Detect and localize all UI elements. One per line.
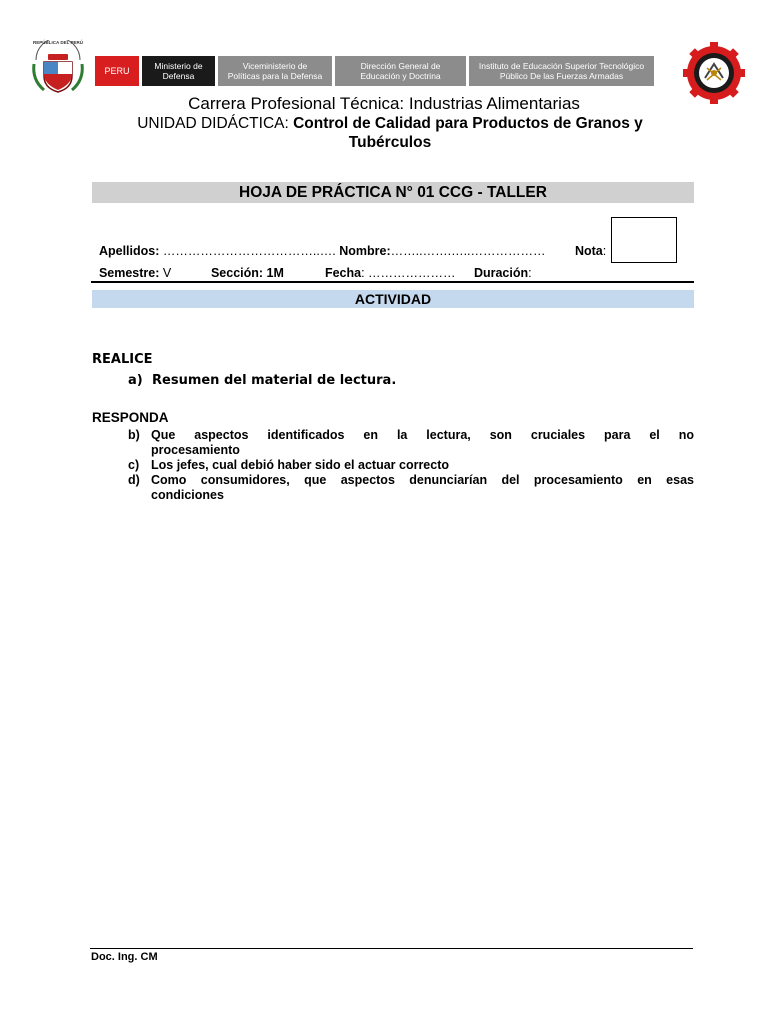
responda-item-d (128, 473, 694, 503)
item-text: Resumen del material de lectura. (152, 373, 397, 388)
peru-badge (95, 56, 139, 86)
nombre-label: Nombre: (339, 244, 391, 258)
unit-title (110, 114, 670, 152)
nota-field (568, 230, 606, 258)
career-title: Carrera Profesional Técnica: Industrias Alimentarias (188, 94, 580, 113)
vice-line-2: Políticas para la Defensa (227, 71, 323, 81)
fields-divider (91, 281, 694, 283)
ministry-line-1: Ministerio de (154, 61, 203, 71)
footer-author: Doc. Ing. CM (91, 951, 158, 963)
seccion-value: 1M (263, 266, 284, 280)
responda-item-b (128, 428, 694, 458)
item-text-line-2: condiciones (151, 488, 224, 502)
nota-box[interactable] (611, 217, 677, 263)
fecha-field (318, 252, 456, 280)
unit-prefix: UNIDAD DIDÁCTICA: (137, 115, 289, 132)
nota-label: Nota (574, 244, 603, 258)
direction-line-1: Dirección General de (360, 61, 441, 71)
footer-divider (90, 948, 693, 949)
unit-name-line-2: Tubérculos (348, 134, 432, 151)
fecha-label: Fecha (324, 266, 362, 280)
item-text-line-1: Que aspectos identificados en la lectura, son cruciales para el no (151, 428, 694, 442)
item-text-block (151, 473, 694, 503)
item-text-line-1: Como consumidores, que aspectos denunciarían del procesamiento en esas (151, 473, 694, 487)
nota-colon: : (602, 244, 607, 258)
institute-badge (469, 56, 654, 86)
apellidos-label: Apellidos: (98, 244, 160, 258)
ministry-line-2: Defensa (162, 71, 195, 81)
practice-title: HOJA DE PRÁCTICA N° 01 CCG - TALLER (239, 183, 547, 201)
activity-band (92, 290, 694, 308)
realice-heading: REALICE (92, 352, 153, 367)
viceministry-badge (218, 56, 332, 86)
duracion-field (467, 252, 532, 280)
institute-line-1: Instituto de Educación Superior Tecnológico (478, 61, 645, 71)
item-label: d) (128, 473, 140, 487)
responda-heading: RESPONDA (92, 410, 169, 425)
apellidos-dots[interactable]: ………………………………..…. (159, 244, 340, 258)
item-label: a) (128, 373, 143, 388)
seal-caption: REPÚBLICA DEL PERÚ (32, 40, 83, 45)
item-text-line-2: procesamiento (151, 443, 240, 457)
peru-label: PERU (104, 66, 130, 76)
fecha-value[interactable]: : ………………… (361, 266, 456, 280)
practice-title-band (92, 182, 694, 203)
direction-badge (335, 56, 466, 86)
semestre-value: V (159, 266, 172, 280)
item-label: b) (128, 428, 140, 442)
duracion-value[interactable]: : (528, 266, 532, 280)
item-text: Los jefes, cual debió haber sido el actuar correcto (151, 458, 450, 472)
seccion-label: Sección: (210, 266, 264, 280)
nombre-dots[interactable]: ……..…….…..……………… (390, 244, 546, 258)
ministry-badge (142, 56, 215, 86)
student-fields-row-2 (92, 252, 171, 280)
activity-title: ACTIVIDAD (354, 291, 432, 307)
item-text-block (151, 428, 694, 458)
duracion-label: Duración (473, 266, 529, 280)
peru-coat-of-arms-icon (30, 40, 86, 96)
unit-name-line-1: Control de Calidad para Productos de Granos y (288, 115, 643, 132)
institute-line-2: Público De las Fuerzas Armadas (499, 71, 624, 81)
semestre-label: Semestre: (98, 266, 160, 280)
direction-line-2: Educación y Doctrina (360, 71, 441, 81)
seccion-field (204, 252, 284, 280)
vice-line-1: Viceministerio de (242, 61, 308, 71)
item-label: c) (128, 458, 140, 472)
